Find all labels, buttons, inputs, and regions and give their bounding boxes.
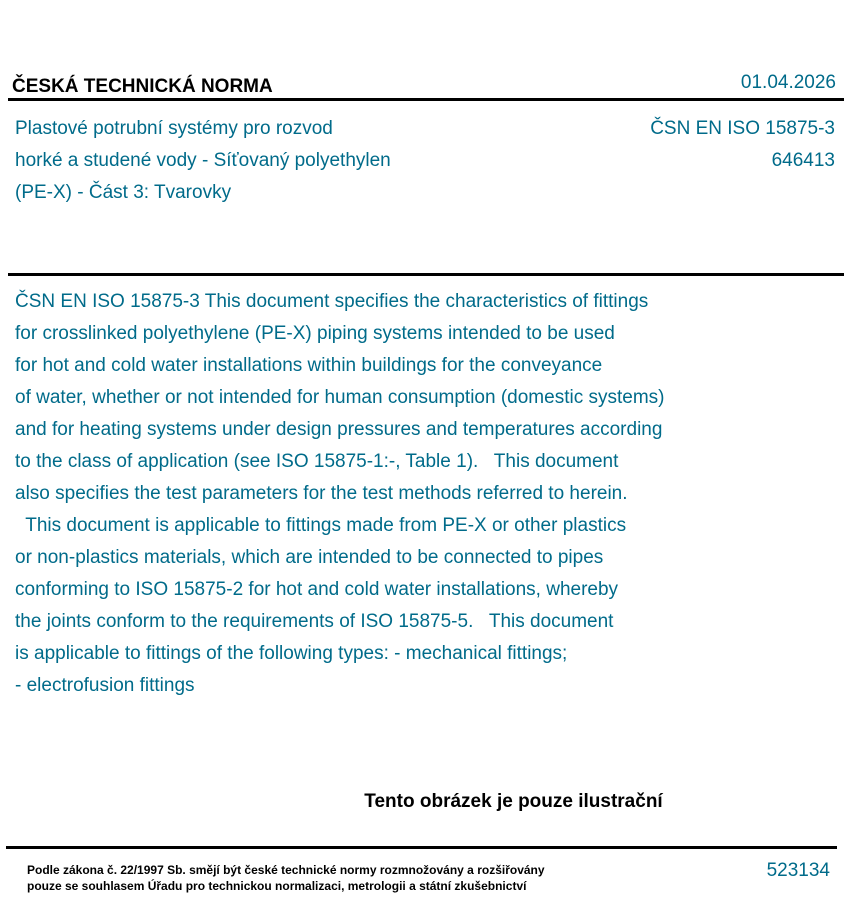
illustration-note: Tento obrázek je pouze ilustrační <box>364 791 663 812</box>
standard-title-line: horké a studené vody - Síťovaný polyethylen <box>15 150 391 171</box>
abstract-line: ČSN EN ISO 15875-3 This document specifies the characteristics of fittings <box>15 291 649 312</box>
abstract-line: and for heating systems under design pressures and temperatures according <box>15 419 663 440</box>
legal-notice <box>27 862 545 894</box>
document-header-title: ČESKÁ TECHNICKÁ NORMA <box>12 76 273 97</box>
standard-title-line: (PE-X) - Část 3: Tvarovky <box>15 182 232 203</box>
footer-divider <box>6 846 837 849</box>
standard-codes <box>650 113 835 177</box>
legal-notice-line: Podle zákona č. 22/1997 Sb. smějí být české technické normy rozmnožovány a rozšiřovány <box>27 863 545 877</box>
abstract-line: This document is applicable to fittings made from PE-X or other plastics <box>15 515 627 536</box>
abstract-line: or non-plastics materials, which are intended to be connected to pipes <box>15 547 604 568</box>
standard-title <box>15 113 485 209</box>
abstract-line: is applicable to fittings of the following types: - mechanical fittings; <box>15 643 568 664</box>
abstract-line: also specifies the test parameters for the test methods referred to herein. <box>15 483 628 504</box>
standard-class-number: 646413 <box>771 150 835 171</box>
legal-notice-line: pouze se souhlasem Úřadu pro technickou normalizaci, metrologii a státní zkušebnictví <box>27 879 527 893</box>
abstract-line: of water, whether or not intended for human consumption (domestic systems) <box>15 387 665 408</box>
abstract-line: for crosslinked polyethylene (PE-X) piping systems intended to be used <box>15 323 615 344</box>
abstract-line: for hot and cold water installations within buildings for the conveyance <box>15 355 603 376</box>
abstract-line: the joints conform to the requirements of ISO 15875-5. This document <box>15 611 614 632</box>
header-divider <box>8 98 844 101</box>
standard-code: ČSN EN ISO 15875-3 <box>650 118 835 139</box>
document-date: 01.04.2026 <box>740 72 836 93</box>
abstract-text <box>15 286 775 702</box>
abstract-line: - electrofusion fittings <box>15 675 195 696</box>
standard-title-line: Plastové potrubní systémy pro rozvod <box>15 118 333 139</box>
section-divider <box>8 273 844 276</box>
abstract-line: to the class of application (see ISO 15875-1:-, Table 1). This document <box>15 451 619 472</box>
document-id: 523134 <box>766 860 830 881</box>
abstract-line: conforming to ISO 15875-2 for hot and cold water installations, whereby <box>15 579 619 600</box>
